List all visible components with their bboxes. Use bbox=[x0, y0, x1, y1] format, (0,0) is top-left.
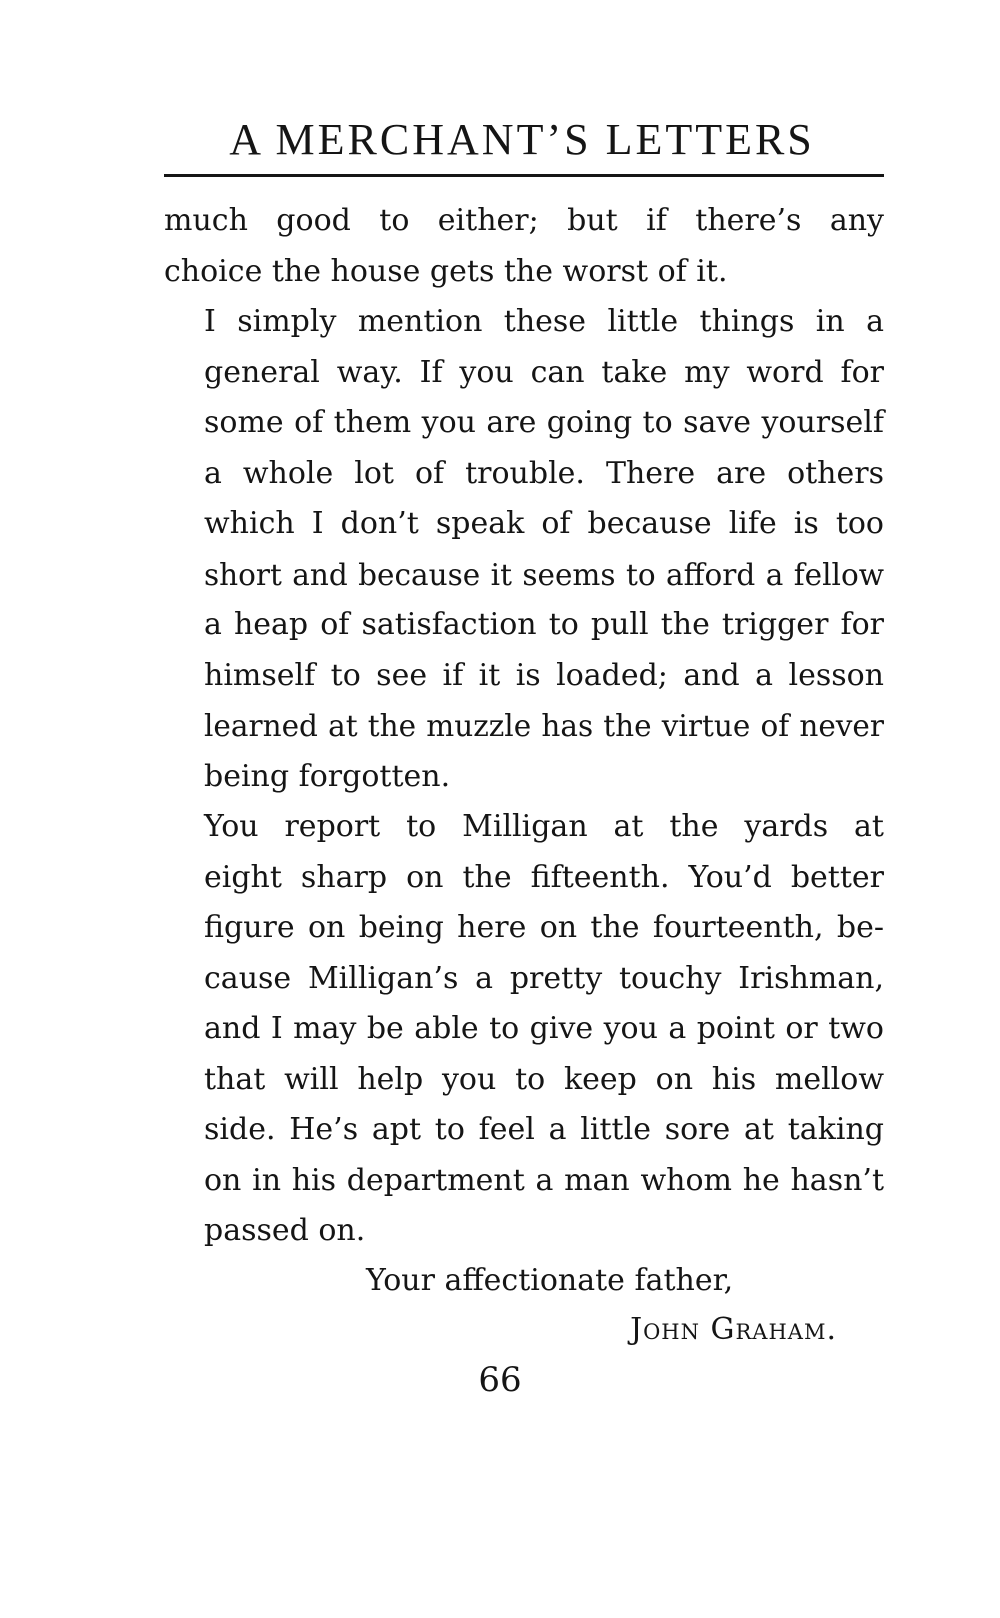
text-line: some of them you are going to save yourself bbox=[204, 405, 884, 440]
text-line: on in his department a man whom he hasn’t bbox=[204, 1162, 884, 1198]
running-head: A MERCHANT’S LETTERS bbox=[229, 115, 815, 164]
text-line: cause Milligan’s a pretty touchy Irishman, bbox=[204, 960, 884, 996]
paragraph-1 bbox=[164, 196, 884, 297]
text-line: a whole lot of trouble. There are others bbox=[204, 455, 884, 491]
paragraph-2 bbox=[164, 297, 884, 802]
text-line: general way. If you can take my word for bbox=[204, 354, 884, 390]
text-line: a heap of satisfaction to pull the trigger for bbox=[204, 607, 884, 642]
text-line: You report to Milligan at the yards at bbox=[204, 809, 884, 844]
text-line: which I don’t speak of because life is too bbox=[204, 506, 884, 541]
letter-signature: John Graham. bbox=[630, 1312, 837, 1347]
text-line: side. He’s apt to feel a little sore at taking bbox=[204, 1112, 884, 1147]
header-rule bbox=[164, 174, 884, 177]
page-number: 66 bbox=[478, 1360, 522, 1400]
text-line: much good to either; but if there’s any bbox=[164, 203, 884, 238]
paragraph-3 bbox=[164, 802, 884, 1257]
text-line: and I may be able to give you a point or two bbox=[204, 1011, 884, 1046]
text-line: short and because it seems to afford a fellow bbox=[204, 557, 884, 592]
text-line: figure on being here on the fourteenth, be- bbox=[204, 910, 884, 945]
text-line: eight sharp on the fifteenth. You’d better bbox=[204, 859, 884, 895]
text-line: himself to see if it is loaded; and a lesson bbox=[204, 657, 884, 693]
text-line: being forgotten. bbox=[204, 758, 451, 794]
letter-closing: Your affectionate father, bbox=[366, 1263, 734, 1298]
text-line: learned at the muzzle has the virtue of never bbox=[204, 709, 884, 743]
text-line: passed on. bbox=[204, 1213, 366, 1248]
text-line: choice the house gets the worst of it. bbox=[164, 253, 728, 289]
letter-body bbox=[164, 196, 884, 1257]
text-line: that will help you to keep on his mellow bbox=[204, 1061, 884, 1097]
text-line: I simply mention these little things in a bbox=[204, 304, 884, 339]
